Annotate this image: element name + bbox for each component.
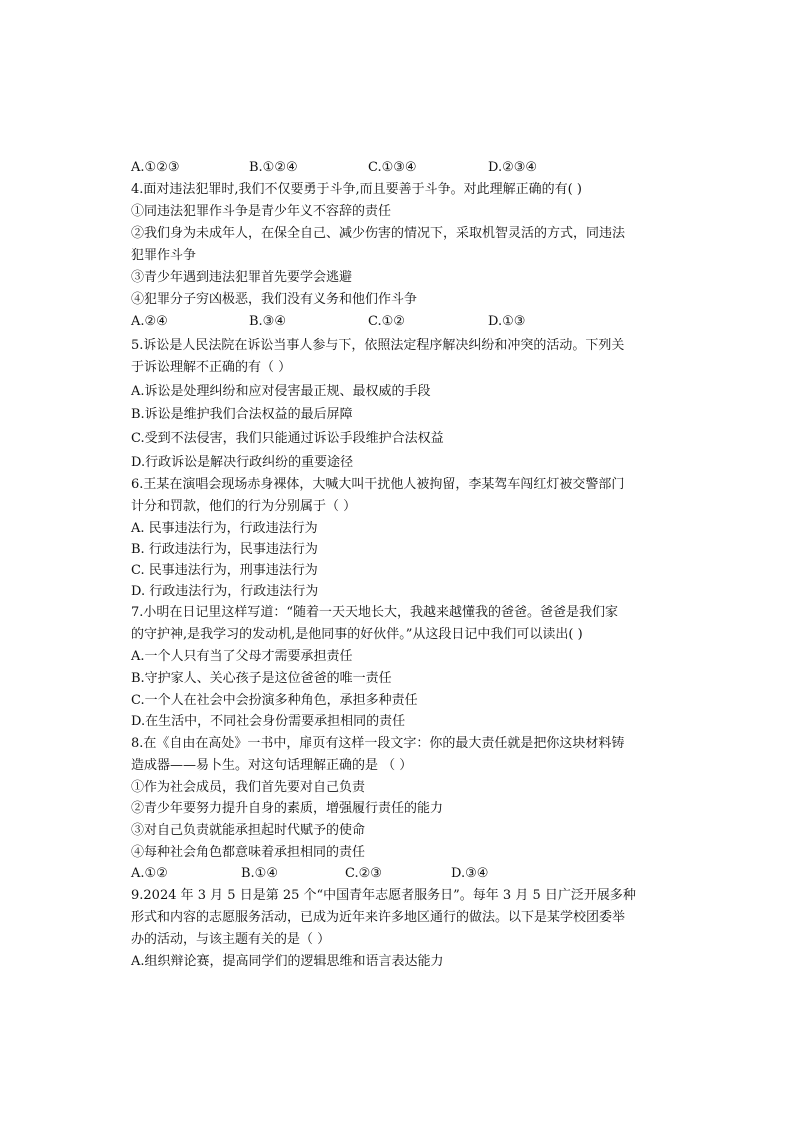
- q4-item-4: ④犯罪分子穷凶极恶，我们没有义务和他们作斗争: [131, 292, 418, 307]
- q7-choice-a: A.一个人只有当了父母才需要承担责任: [131, 649, 353, 664]
- q4-item-2: ②我们身为未成年人，在保全自己、减少伤害的情况下，采取机智灵活的方式，同违法: [131, 226, 626, 241]
- option-c: C.①③④: [368, 160, 417, 175]
- option-b: B.①④: [241, 866, 278, 881]
- q7-stem-line-2: 的守护神,是我学习的发动机,是他同事的好伙伴。”从这段日记中我们可以读出( ): [131, 627, 583, 642]
- option-c: C.②③: [345, 866, 382, 881]
- option-d: D.③④: [451, 866, 489, 881]
- option-a: A.①②: [131, 866, 168, 881]
- q8-item-2: ②青少年要努力提升自身的素质，增强履行责任的能力: [131, 801, 444, 816]
- q8-options: [131, 865, 666, 883]
- q8-stem-line-2: 造成器——易卜生。对这句话理解正确的是 （ ）: [131, 758, 413, 773]
- option-d: D.①③: [488, 314, 526, 329]
- q7-choice-b: B.守护家人、关心孩子是这位爸爸的唯一责任: [131, 671, 392, 686]
- q4-item-2-cont: 犯罪作斗争: [131, 248, 197, 263]
- q5-choice-a: A.诉讼是处理纠纷和应对侵害最正规、最权威的手段: [131, 384, 431, 399]
- q8-stem-line-1: 8.在《自由在高处》一书中，扉页有这样一段文字：你的最大责任就是把你这块材料铸: [131, 736, 625, 751]
- q4-item-3: ③青少年遇到违法犯罪首先要学会逃避: [131, 270, 353, 285]
- option-a: A.①②③: [131, 160, 180, 175]
- q5-choice-d: D.行政诉讼是解决行政纠纷的重要途径: [131, 455, 354, 470]
- q7-stem-line-1: 7.小明在日记里这样写道：“随着一天天地长大，我越来越懂我的爸爸。爸爸是我们家: [131, 605, 619, 620]
- q9-stem-line-3: 办的活动，与该主题有关的是（ ）: [131, 932, 331, 947]
- option-a: A.②④: [131, 314, 168, 329]
- option-b: B.③④: [249, 314, 286, 329]
- option-b: B.①②④: [249, 160, 298, 175]
- q7-choice-c: C.一个人在社会中会扮演多种角色，承担多种责任: [131, 693, 418, 708]
- q5-stem-line-2: 于诉讼理解不正确的有（ ）: [131, 360, 292, 375]
- q5-stem-line-1: 5.诉讼是人民法院在诉讼当事人参与下，依照法定程序解决纠纷和冲突的活动。下列关: [131, 338, 625, 353]
- q7-choice-d: D.在生活中，不同社会身份需要承担相同的责任: [131, 714, 406, 729]
- q8-item-1: ①作为社会成员，我们首先要对自己负责: [131, 780, 366, 795]
- q5-choice-b: B.诉讼是维护我们合法权益的最后屏障: [131, 407, 353, 422]
- q4-item-1: ①同违法犯罪作斗争是青少年义不容辞的责任: [131, 204, 392, 219]
- q5-choice-c: C.受到不法侵害，我们只能通过诉讼手段维护合法权益: [131, 431, 444, 446]
- q4-stem: 4.面对违法犯罪时,我们不仅要勇于斗争,而且要善于斗争。对此理解正确的有( ): [131, 182, 582, 197]
- q4-options: [131, 313, 666, 331]
- q8-item-4: ④每种社会角色都意味着承担相同的责任: [131, 845, 366, 860]
- option-c: C.①②: [368, 314, 405, 329]
- q6-choice-a: A. 民事违法行为，行政违法行为: [131, 521, 318, 536]
- q9-choice-a: A.组织辩论赛，提高同学们的逻辑思维和语言表达能力: [131, 954, 444, 969]
- q9-stem-line-2: 形式和内容的志愿服务活动，已成为近年来许多地区通行的做法。以下是某学校团委举: [131, 910, 626, 925]
- q6-stem-line-1: 6.王某在演唱会现场赤身裸体，大喊大叫干扰他人被拘留，李某驾车闯红灯被交警部门: [131, 477, 625, 492]
- q9-stem-line-1: 9.2024 年 3 月 5 日是第 25 个“中国青年志愿者服务日”。每年 3 月 5 日广泛开展多种: [131, 888, 636, 903]
- q6-choice-c: C. 民事违法行为，刑事违法行为: [131, 563, 318, 578]
- q3-options: [131, 159, 666, 177]
- q6-choice-b: B. 行政违法行为，民事违法行为: [131, 542, 318, 557]
- q6-stem-line-2: 计分和罚款，他们的行为分别属于（ ）: [131, 499, 357, 514]
- option-d: D.②③④: [488, 160, 538, 175]
- q6-choice-d: D. 行政违法行为，行政违法行为: [131, 584, 319, 599]
- q8-item-3: ③对自己负责就能承担起时代赋予的使命: [131, 823, 366, 838]
